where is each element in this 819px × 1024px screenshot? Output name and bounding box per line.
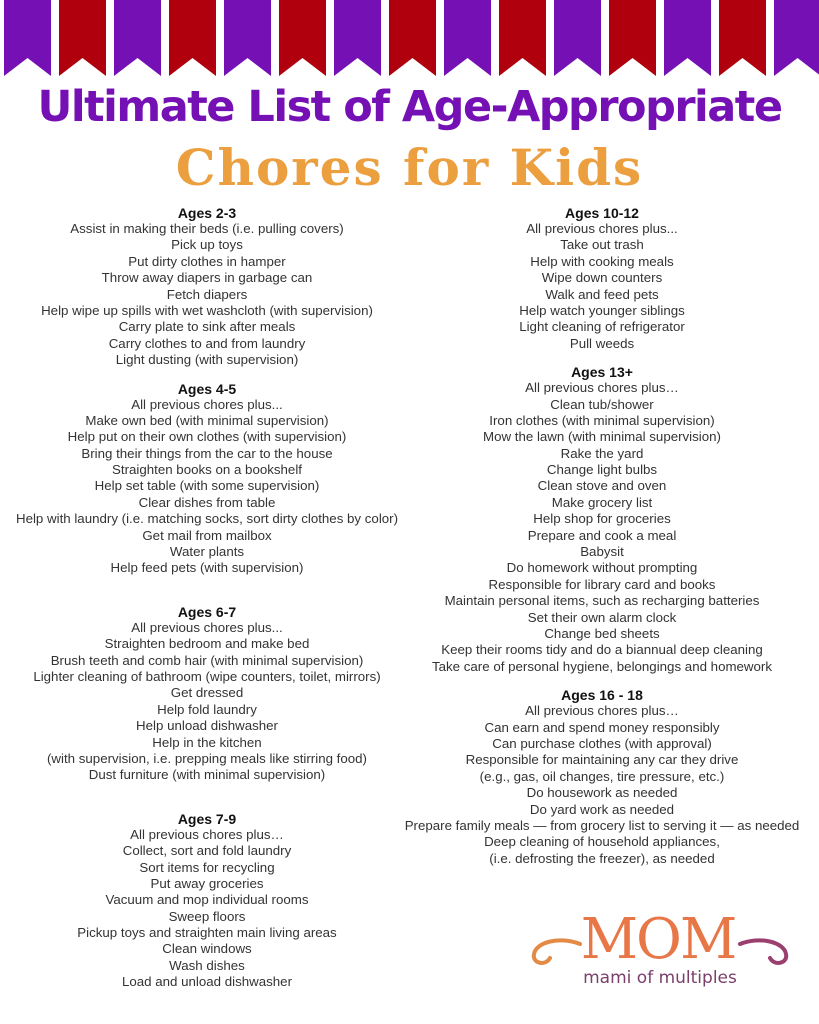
chore-item: Make own bed (with minimal supervision): [85, 412, 329, 428]
section-title: Ages 4-5: [177, 380, 237, 397]
chore-item: Help shop for groceries: [533, 511, 671, 527]
bunting-flag: [224, 0, 271, 76]
bunting-banner: [0, 0, 819, 80]
chore-item: Clean tub/shower: [550, 396, 654, 412]
chore-item: Clean windows: [162, 941, 252, 957]
chore-item: Help in the kitchen: [152, 734, 262, 750]
chore-item: Load and unload dishwasher: [121, 974, 293, 990]
bunting-flag: [499, 0, 546, 76]
chore-item: Responsible for maintaining any car they drive: [465, 752, 739, 768]
chore-item: Light cleaning of refrigerator: [519, 319, 685, 335]
chore-item: Change light bulbs: [546, 462, 658, 478]
bunting-flag: [4, 0, 51, 76]
bunting-flag: [554, 0, 601, 76]
chore-item: Sort items for recycling: [139, 859, 275, 875]
chore-item: Mow the lawn (with minimal supervision): [483, 429, 721, 445]
chore-item: Vacuum and mop individual rooms: [105, 892, 309, 908]
chore-item: Rake the yard: [560, 445, 644, 461]
chore-item: Straighten books on a bookshelf: [112, 462, 302, 478]
chore-item: Carry plate to sink after meals: [118, 319, 296, 335]
chore-item: Bring their things from the car to the house: [81, 445, 333, 461]
chore-item: All previous chores plus...: [526, 221, 678, 236]
section-title: Ages 10-12: [565, 205, 639, 221]
chore-item: Take care of personal hygiene, belongings and homework: [431, 658, 773, 674]
chore-item: Do homework without prompting: [506, 560, 698, 576]
section-title: Ages 7-9: [177, 810, 237, 827]
chore-item: Help fold laundry: [157, 701, 257, 717]
chore-item: Keep their rooms tidy and do a biannual deep cleaning: [441, 642, 763, 658]
bunting-flag: [719, 0, 766, 76]
bunting-flag: [169, 0, 216, 76]
chore-item: Help unload dishwasher: [136, 718, 278, 734]
chore-item: Prepare family meals — from grocery list to serving it — as needed: [404, 817, 800, 833]
chore-item: Assist in making their beds (i.e. pulling covers): [70, 221, 344, 236]
chore-item: Do yard work as needed: [529, 801, 675, 817]
chore-item: Help wipe up spills with wet washcloth (with supervision): [41, 302, 373, 318]
chore-item: Clean stove and oven: [537, 478, 667, 494]
chore-item: All previous chores plus...: [131, 396, 283, 412]
section-title: Ages 16 - 18: [561, 687, 643, 704]
bunting-flag: [609, 0, 656, 76]
chore-item: Fetch diapers: [166, 286, 248, 302]
chore-item: Take out trash: [560, 237, 644, 253]
chore-item: Collect, sort and fold laundry: [122, 843, 292, 859]
chore-item: (i.e. defrosting the freezer), as needed: [489, 850, 715, 866]
bunting-flag: [664, 0, 711, 76]
chore-item: Light dusting (with supervision): [115, 352, 299, 368]
chore-item: Throw away diapers in garbage can: [101, 270, 313, 286]
chore-item: All previous chores plus…: [525, 380, 679, 396]
bunting-flag: [334, 0, 381, 76]
chore-item: Help set table (with some supervision): [94, 478, 320, 494]
chore-item: Make grocery list: [551, 494, 653, 510]
bunting-flag: [279, 0, 326, 76]
chore-item: Help watch younger siblings: [519, 302, 685, 318]
chore-item: Put dirty clothes in hamper: [128, 253, 286, 269]
chore-item: Babysit: [580, 544, 624, 560]
chore-item: Get mail from mailbox: [142, 527, 272, 543]
chore-item: Straighten bedroom and make bed: [104, 636, 310, 652]
chore-item: Iron clothes (with minimal supervision): [489, 412, 715, 428]
page-subtitle: Chores for Kids: [175, 138, 644, 197]
bunting-flag: [444, 0, 491, 76]
chore-item: Dust furniture (with minimal supervision): [88, 767, 326, 783]
brand-logo: [530, 907, 790, 998]
chore-item: Maintain personal items, such as recharging batteries: [444, 593, 760, 609]
chore-item: Prepare and cook a meal: [527, 527, 677, 543]
chore-item: Pull weeds: [569, 335, 635, 351]
chore-item: Lighter cleaning of bathroom (wipe counters, toilet, mirrors): [33, 668, 381, 684]
section-title: Ages 6-7: [177, 603, 237, 620]
chore-item: Carry clothes to and from laundry: [108, 335, 306, 351]
chore-item: Help with cooking meals: [530, 253, 674, 269]
chore-item: Water plants: [169, 544, 245, 560]
chore-item: Change bed sheets: [544, 625, 660, 641]
chore-item: Clear dishes from table: [138, 494, 276, 510]
chore-item: Walk and feed pets: [545, 286, 659, 302]
chore-item: (with supervision, i.e. prepping meals like stirring food): [46, 750, 367, 766]
chore-item: Set their own alarm clock: [527, 609, 677, 625]
chore-item: Responsible for library card and books: [488, 576, 716, 592]
chore-item: Put away groceries: [150, 875, 264, 891]
chore-item: Sweep floors: [168, 908, 246, 924]
bunting-flag: [389, 0, 436, 76]
chore-item: All previous chores plus…: [525, 703, 679, 719]
chore-item: Wipe down counters: [541, 270, 663, 286]
bunting-flag: [114, 0, 161, 76]
section-title: Ages 13+: [571, 364, 633, 381]
page-title: Ultimate List of Age-Appropriate: [37, 82, 782, 132]
bunting-flag: [59, 0, 106, 76]
logo-tagline: mami of multiples: [583, 968, 737, 988]
chore-item: All previous chores plus…: [130, 826, 284, 842]
chore-item: Can purchase clothes (with approval): [492, 735, 712, 751]
right-column: [398, 205, 806, 867]
chore-item: All previous chores plus...: [131, 619, 283, 635]
chore-item: Can earn and spend money responsibly: [484, 719, 720, 735]
left-column: [0, 205, 414, 991]
chore-item: Get dressed: [170, 685, 244, 701]
chore-item: (e.g., gas, oil changes, tire pressure, etc.): [479, 768, 725, 784]
bunting-flag: [774, 0, 819, 76]
chore-item: Pick up toys: [171, 237, 243, 253]
chore-item: Wash dishes: [169, 957, 245, 973]
chore-item: Brush teeth and comb hair (with minimal supervision): [50, 652, 364, 668]
chore-item: Help put on their own clothes (with supervision): [67, 429, 347, 445]
chore-item: Help with laundry (i.e. matching socks, sort dirty clothes by color): [15, 511, 399, 527]
section-title: Ages 2-3: [177, 205, 237, 221]
logo-wordmark: MOM: [580, 907, 736, 972]
chore-item: Do housework as needed: [526, 785, 678, 801]
chore-item: Help feed pets (with supervision): [110, 560, 304, 576]
chore-item: Deep cleaning of household appliances,: [484, 834, 720, 850]
chore-item: Pickup toys and straighten main living areas: [77, 925, 337, 941]
